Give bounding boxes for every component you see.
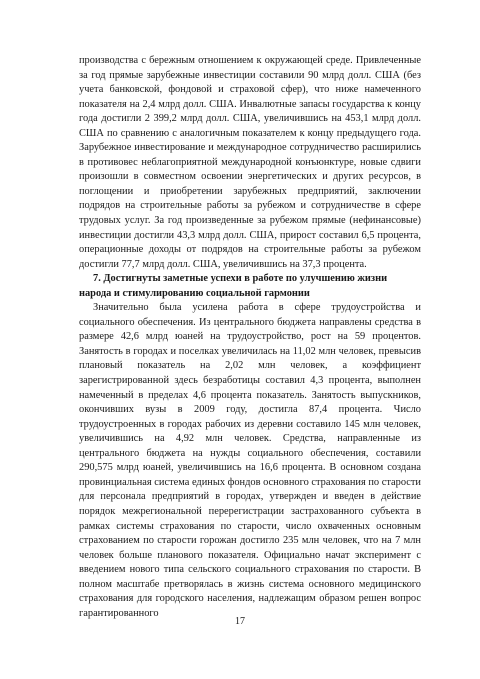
body-paragraph: производства с бережным отношением к окружающей среде. Привлеченные за год прямые зарубежные инвестиции составили 90 млрд долл. США (без учета банковской, фондовой и страховой сфер), что ниже намеченного показателя на 2,4 млрд долл. США. Инвалютные запасы государства к концу года достигли 2 399,2 млрд долл. США, увеличившись на 453,1 млрд долл. США по сравнению с аналогичным показателем к концу предыдущего года. Зарубежное инвестирование и международное сотрудничество расширились в противовес неблагоприятной международной конъюнктуре, новые сдвиги произошли в совместном освоении энергетических и других ресурсов, в поглощении и приобретении зарубежных предприятий, заключении подрядов на строительные работы за рубежом и сотрудничестве в сфере трудовых услуг. За год произведенные за рубежом прямые (нефинансовые) инвестиции достигли 43,3 млрд долл. США, прирост составил 6,5 процента, операционные доходы от подрядов на строительные работы за рубежом достигли 77,7 млрд долл. США, увеличившись на 37,3 процента. (79, 55, 421, 270)
section-heading: 7. Достигнуты заметные успехи в работе по улучшению жизни народа и стимулированию социальной гармонии (79, 273, 388, 299)
document-page (79, 54, 421, 621)
page-number: 17 (235, 616, 245, 627)
body-paragraph: Значительно была усилена работа в сфере трудоустройства и социального обеспечения. Из центрального бюджета направлены средства в размере 42,6 млрд юаней на трудоустройство, рост на 59 процентов. Занятость в городах и поселках увеличилась на 11,02 млн человек, превысив плановый показатель на 2,02 млн человек, а коэффициент зарегистрированной здесь безработицы составил 4,3 процента, выполнен намеченный в пределах 4,6 процента показатель. Занятость выпускников, окончивших вузы в 2009 году, достигла 87,4 процента. Число трудоустроенных в городах рабочих из деревни составило 145 млн человек, увеличившись на 4,92 млн человек. Средства, направленные из центрального бюджета на нужды социального обеспечения, составили 290,575 млрд юаней, увеличившись на 16,6 процента. В основном создана провинциальная система единых фондов основного страхования по старости для персонала предприятий в городах, утвержден и введен в действие порядок межрегиональной перерегистрации застрахованного субъекта в рамках системы страхования по старости, число охваченных основным страхованием по старости горожан достигло 235 млн человек, что на 7 млн человек больше планового показателя. Официально начат эксперимент с введением нового типа сельского социального страхования по старости. В полном масштабе претворялась в жизнь система основного медицинского страхования для городского населения, надлежащим образом решен вопрос гарантированного (79, 302, 421, 619)
